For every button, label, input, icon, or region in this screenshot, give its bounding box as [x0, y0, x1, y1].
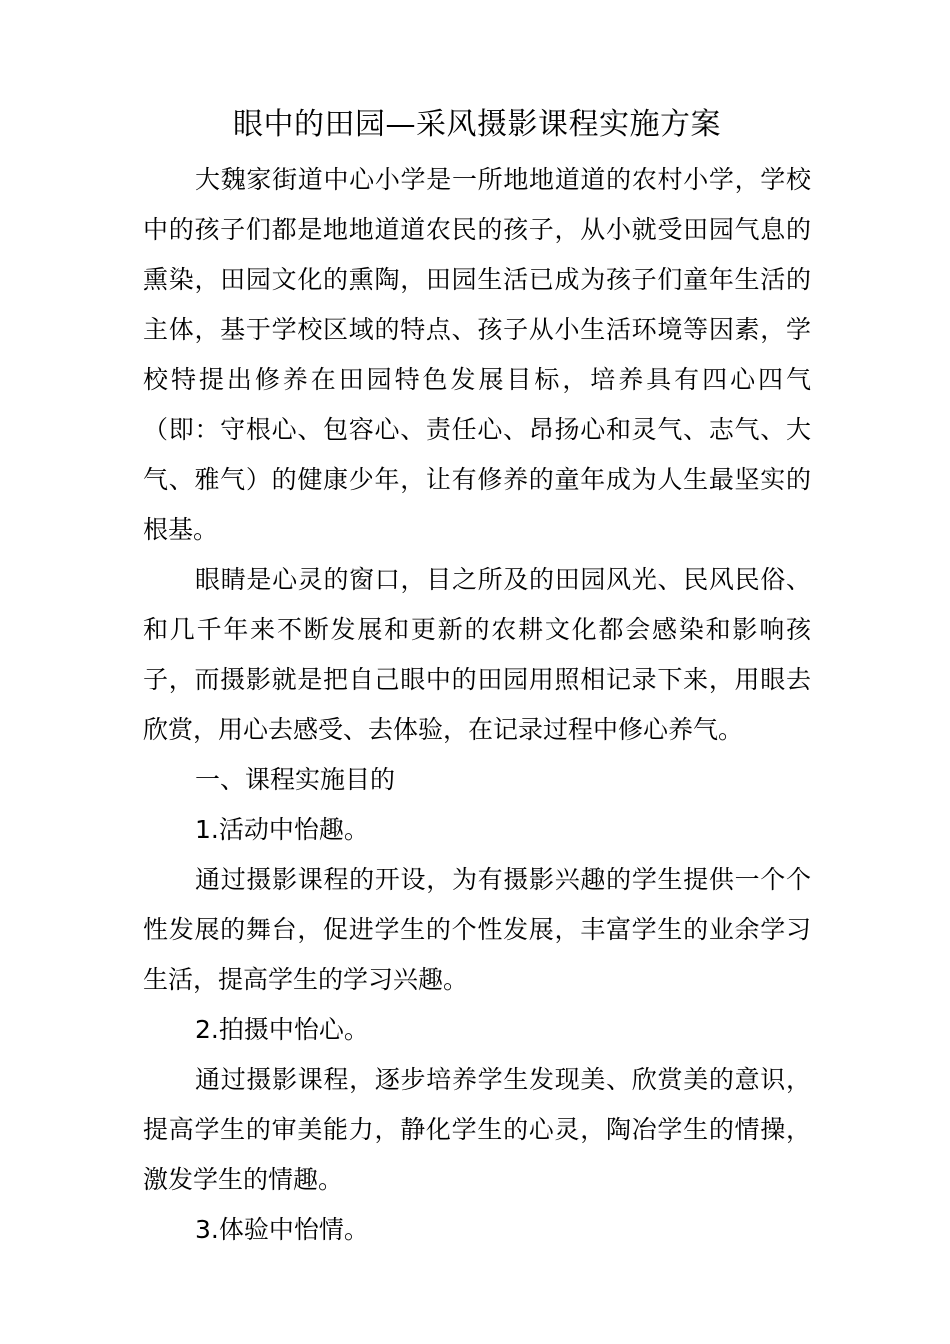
shooting-paragraph: 通过摄影课程，逐步培养学生发现美、欣赏美的意识，提高学生的审美能力，静化学生的心灵，陶冶学生的情操，激发学生的情趣。	[143, 1065, 811, 1194]
document-body	[143, 100, 811, 1255]
document-title: 眼中的田园—采风摄影课程实施方案	[233, 107, 721, 142]
subheading-shooting: 2.拍摄中怡心。	[195, 1015, 369, 1044]
section-heading-purpose: 一、课程实施目的	[195, 765, 396, 794]
subheading-activity: 1.活动中怡趣。	[195, 815, 369, 844]
subheading-experience: 3.体验中怡情。	[195, 1215, 369, 1244]
intro-paragraph: 大魏家街道中心小学是一所地地道道的农村小学，学校中的孩子们都是地地道道农民的孩子，从小就受田园气息的熏染，田园文化的熏陶，田园生活已成为孩子们童年生活的主体，基于学校区域的特点、孩子从小生活环境等因素，学校特提出修养在田园特色发展目标，培养具有四心四气（即：守根心、包容心、责任心、昂扬心和灵气、志气、大气、雅气）的健康少年，让有修养的童年成为人生最坚实的根基。	[143, 165, 811, 544]
eyes-paragraph: 眼睛是心灵的窗口，目之所及的田园风光、民风民俗、和几千年来不断发展和更新的农耕文化都会感染和影响孩子，而摄影就是把自己眼中的田园用照相记录下来，用眼去欣赏，用心去感受、去体验，在记录过程中修心养气。	[143, 565, 811, 744]
activity-paragraph: 通过摄影课程的开设，为有摄影兴趣的学生提供一个个性发展的舞台，促进学生的个性发展，丰富学生的业余学习生活，提高学生的学习兴趣。	[143, 865, 811, 994]
